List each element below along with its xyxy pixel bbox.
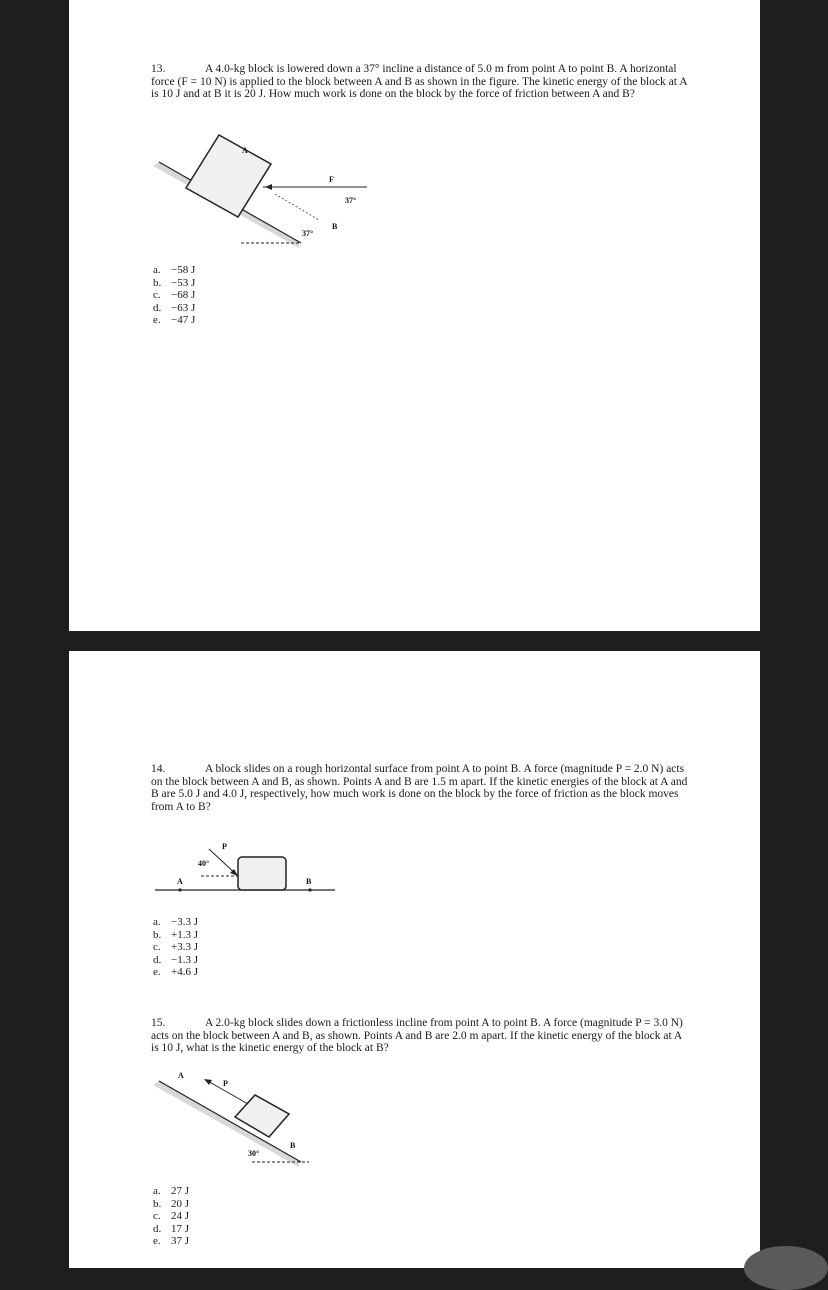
option-c[interactable]: c. −68 J bbox=[153, 289, 196, 302]
option-e[interactable]: e. +4.6 J bbox=[153, 966, 198, 979]
question-13 bbox=[151, 63, 691, 101]
question-14 bbox=[151, 763, 691, 813]
option-e[interactable]: e. 37 J bbox=[153, 1235, 190, 1248]
option-a[interactable]: a. −58 J bbox=[153, 264, 196, 276]
force-p-arrowhead bbox=[204, 1079, 212, 1085]
question-15-text: A 2.0-kg block slides down a frictionless incline from point A to point B. A force (magnitude P = 3.0 N) acts on the block between A and B, as shown. Points A and B are 2.0 m apart. If the kinetic energy of the block at A is 10 J, what is the kinetic energy of the block at B? bbox=[151, 1017, 683, 1055]
point-a-label: A bbox=[177, 877, 183, 886]
option-e[interactable]: e. −47 J bbox=[153, 314, 196, 327]
question-14-figure bbox=[149, 839, 339, 899]
point-b-label: B bbox=[306, 877, 312, 886]
force-f-arrowhead bbox=[265, 184, 272, 190]
angle-label: 30° bbox=[248, 1149, 260, 1158]
option-c[interactable]: c. 24 J bbox=[153, 1210, 190, 1223]
option-a[interactable]: a. −3.3 J bbox=[153, 916, 198, 928]
force-p-label: P bbox=[222, 842, 227, 851]
point-a-label: A bbox=[242, 146, 248, 155]
option-b[interactable]: b. +1.3 J bbox=[153, 928, 198, 941]
force-p-label: P bbox=[223, 1079, 228, 1088]
question-15 bbox=[151, 1017, 691, 1055]
incline-guide-line bbox=[275, 194, 319, 220]
block bbox=[238, 857, 286, 890]
option-b[interactable]: b. 20 J bbox=[153, 1197, 190, 1210]
document-page-2 bbox=[69, 651, 760, 1268]
question-13-options bbox=[153, 264, 195, 327]
question-13-number: 13. bbox=[151, 63, 166, 75]
point-a-marker bbox=[178, 888, 181, 891]
question-15-options bbox=[153, 1185, 189, 1248]
point-a-label: A bbox=[178, 1071, 184, 1080]
option-d[interactable]: d. −63 J bbox=[153, 301, 196, 314]
angle-label: 40° bbox=[198, 859, 210, 868]
force-f-label: F bbox=[329, 175, 334, 184]
point-b-label: B bbox=[332, 222, 338, 231]
point-b-label: B bbox=[290, 1141, 296, 1150]
option-b[interactable]: b. −53 J bbox=[153, 276, 196, 289]
question-14-options bbox=[153, 916, 198, 979]
question-13-text: A 4.0-kg block is lowered down a 37° incline a distance of 5.0 m from point A to point B. A horizontal force (F = 10 N) is applied to the block between A and B as shown in the figure. The kinetic energy of the block at A is 10 J and at B it is 20 J. How much work is done on the block by the force of friction between A and B? bbox=[151, 63, 687, 101]
option-d[interactable]: d. 17 J bbox=[153, 1222, 190, 1235]
block bbox=[186, 135, 271, 217]
option-d[interactable]: d. −1.3 J bbox=[153, 953, 198, 966]
question-13-figure bbox=[149, 140, 389, 250]
incline-angle-label: 37° bbox=[302, 229, 314, 238]
question-14-number: 14. bbox=[151, 763, 166, 775]
question-15-number: 15. bbox=[151, 1017, 166, 1029]
floating-action-button[interactable] bbox=[744, 1246, 828, 1290]
question-14-text: A block slides on a rough horizontal surface from point A to point B. A force (magnitude P = 2.0 N) acts on the block between A and B, as shown. Points A and B are 1.5 m apart. If the kinetic energies of the block at A and B are 5.0 J and 4.0 J, respectively, how much work is done on the block by the force of friction as the block moves from A to B? bbox=[151, 763, 688, 813]
force-angle-label: 37° bbox=[345, 196, 357, 205]
option-a[interactable]: a. 27 J bbox=[153, 1185, 190, 1197]
option-c[interactable]: c. +3.3 J bbox=[153, 941, 198, 954]
question-15-figure bbox=[149, 1069, 389, 1169]
document-page-1 bbox=[69, 0, 760, 631]
point-b-marker bbox=[308, 888, 311, 891]
